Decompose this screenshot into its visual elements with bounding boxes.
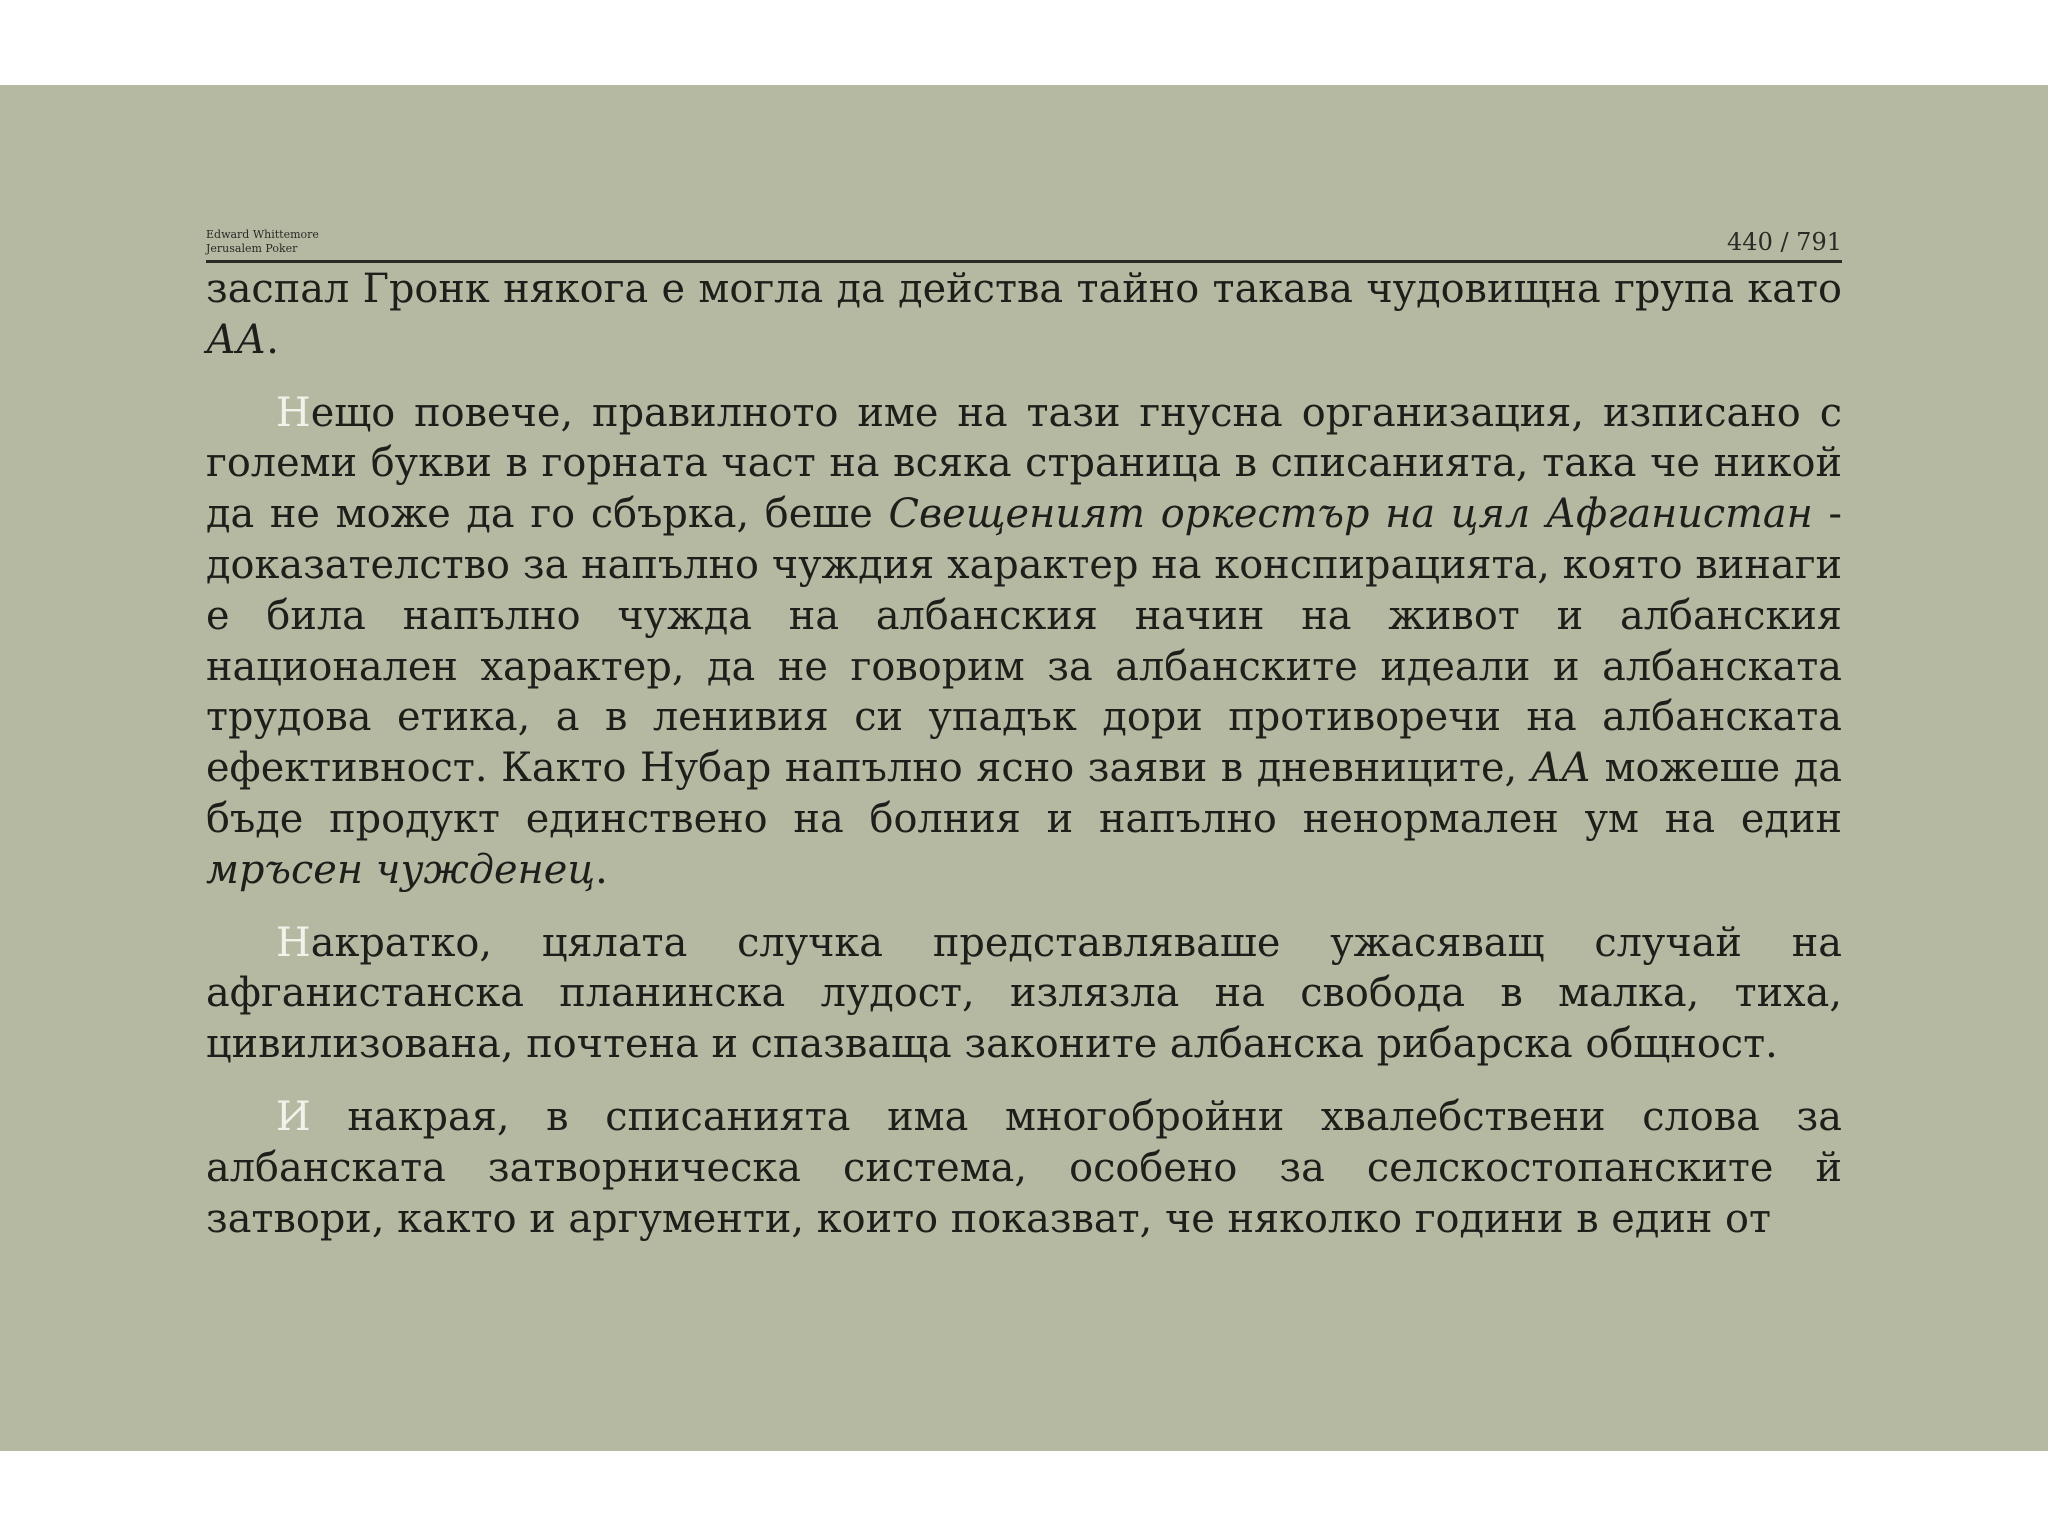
author-name: Edward Whittemore — [206, 228, 319, 241]
paragraph-initial: Н — [276, 389, 311, 436]
paragraph-text: . — [266, 316, 279, 363]
emphasis-text: АА — [1530, 745, 1591, 792]
paragraph-text: . — [595, 846, 608, 893]
paragraph-4 — [206, 1092, 1842, 1244]
paragraph-text: накрая, в списанията има многобройни хвалебствени слова за албанската затворническа система, особено за селскостопанските й затвори, както и аргументи, които показват, че няколко години в един от — [206, 1093, 1842, 1242]
paragraph-text: - доказателство за напълно чуждия характер на конспирацията, която винаги е била напълно чужда на албанския начин на живот и албанския национален характер, да не говорим за албанските идеали и албанската трудова етика, а в ленивия си упадък дори противоречи на албанската ефективност. Както Нубар напълно ясно заяви в дневниците, — [206, 491, 1843, 792]
paragraph-text: ещо повече, правилното име на тази гнусна организация, изписано с големи букви в горната част на всяка страница в списанията, така че никой да не може да го сбърка, беше — [206, 389, 1842, 538]
page-number: 440 / 791 — [1727, 228, 1842, 256]
paragraph-text: акратко, цялата случка представляваше ужасяващ случай на афганистанска планинска лудост, излязла на свобода в малка, тиха, цивилизована, почтена и спазваща законите албанска рибарска общност. — [206, 919, 1842, 1068]
emphasis-text: Свещеният оркестър на цял Афганистан — [888, 491, 1813, 538]
emphasis-text: мръсен чужденец — [206, 846, 596, 893]
book-title: Jerusalem Poker — [206, 242, 298, 255]
paragraph-text: заспал Гронк някога е могла да действа тайно такава чудовищна група като — [206, 266, 1842, 312]
paragraph-text: можеше да бъде продукт единствено на болния и напълно ненормален ум на един — [206, 745, 1842, 842]
paragraph-1 — [206, 264, 1842, 366]
paragraph-3 — [206, 918, 1842, 1070]
page-header — [206, 138, 1842, 263]
page-body — [206, 264, 1842, 1266]
paragraph-initial: Н — [276, 919, 311, 966]
paragraph-initial: И — [276, 1093, 311, 1140]
paragraph-2 — [206, 388, 1842, 896]
running-head — [206, 228, 319, 256]
emphasis-text: АА — [206, 316, 267, 363]
